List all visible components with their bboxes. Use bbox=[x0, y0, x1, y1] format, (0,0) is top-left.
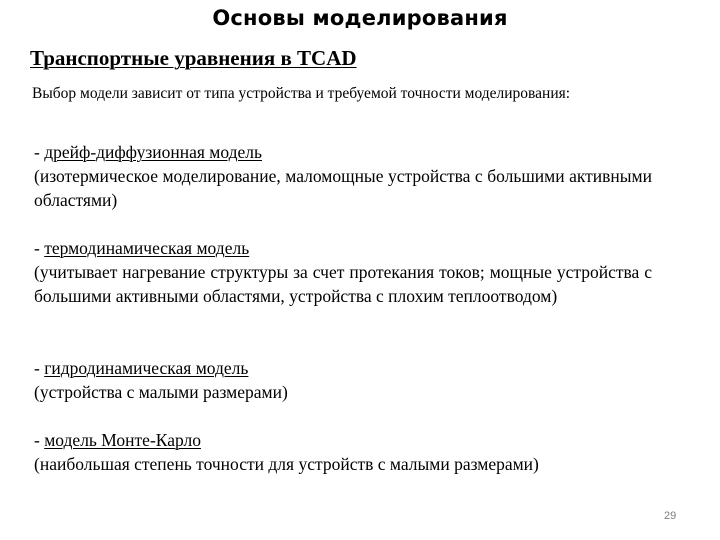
model-description: (изотермическое моделирование, маломощные устройства с большими активными областями) bbox=[34, 166, 652, 210]
model-item-thermodynamic bbox=[34, 236, 652, 308]
bullet-dash: - bbox=[34, 430, 45, 450]
slide-subtitle: Транспортные уравнения в TCAD bbox=[30, 46, 357, 70]
model-name-line bbox=[34, 236, 652, 260]
model-name: дрейф-диффузионная модель bbox=[44, 142, 262, 162]
model-item-monte-carlo bbox=[34, 428, 652, 476]
bullet-dash: - bbox=[34, 238, 45, 258]
model-name-line bbox=[34, 140, 652, 164]
model-item-hydrodynamic bbox=[34, 356, 652, 404]
intro-text: Выбор модели зависит от типа устройства и требуемой точности моделирования: bbox=[32, 85, 571, 102]
bullet-dash: - bbox=[34, 358, 45, 378]
model-description: (устройства с малыми размерами) bbox=[34, 382, 288, 402]
model-name: гидродинамическая модель bbox=[44, 358, 249, 378]
page-number: 29 bbox=[664, 510, 677, 522]
model-description: (наибольшая степень точности для устройств с малыми размерами) bbox=[34, 454, 539, 474]
model-item-drift-diffusion bbox=[34, 140, 652, 212]
bullet-dash: - bbox=[34, 142, 45, 162]
slide-title: Основы моделирования bbox=[212, 6, 508, 30]
model-name: модель Монте-Карло bbox=[44, 430, 201, 450]
model-name-line bbox=[34, 428, 652, 452]
model-name: термодинамическая модель bbox=[44, 238, 250, 258]
model-name-line bbox=[34, 356, 652, 380]
model-description: (учитывает нагревание структуры за счет протекания токов; мощные устройства с большими активными областями, устройства с плохим теплоотводом) bbox=[34, 262, 652, 306]
